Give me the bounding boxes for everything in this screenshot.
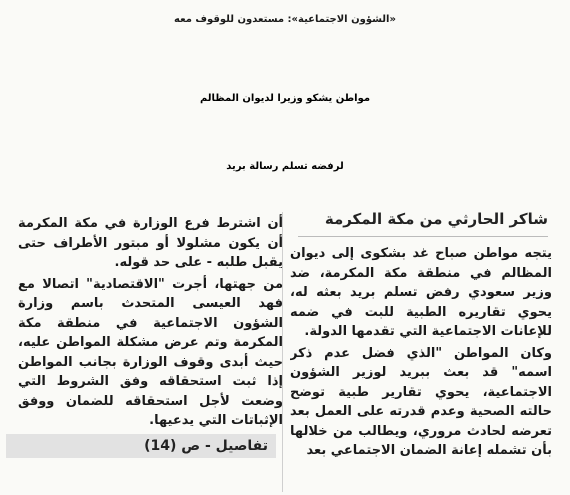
continuation-note: تفاصيل - ص (14) — [6, 434, 276, 458]
article-column-right — [290, 244, 552, 492]
headline-line-2: لرفضه تسلم رسالة بريد — [226, 161, 344, 172]
byline-rule — [298, 236, 548, 237]
paragraph: يتجه مواطن صباح غد بشكوى إلى ديوان المظالم في منطقة مكة المكرمة، ضد وزير سعودي رفض تسلم بريد بعثه له، يحوي تقاريره الطبية للبت في ضمه للإعانات الاجتماعية التي تقدمها الدولة. — [290, 246, 552, 339]
paragraph: أن اشترط فرع الوزارة في مكة المكرمة أن يكون مشلولا أو مبتور الأطراف حتى يقبل طلبه - على حد قوله. — [18, 216, 283, 270]
kicker-subheading: «الشؤون الاجتماعية»: مستعدون للوقوف معه — [174, 14, 396, 25]
article-column-left — [18, 214, 283, 444]
byline: شاكر الحارثي من مكة المكرمة — [324, 210, 548, 228]
headline-line-1: مواطن يشكو وزيرا لديوان المظالم — [199, 93, 371, 104]
paragraph: وكان المواطن "الذي فضل عدم ذكر اسمه" قد بعث ببريد لوزير الشؤون الاجتماعية، يحوي تقارير طبية توضح حالته الصحية وعدم قدرته على العمل بعد تعرضه لحادث مروري، ويطالب من خلالها بأن تشمله إعانة الضمان الاجتماعي بعد — [290, 345, 552, 458]
paragraph: من جهتها، أجرت "الاقتصادية" اتصالا مع فهد العيسى المتحدث باسم وزارة الشؤون الاجتماعية في منطقة مكة المكرمة وتم عرض مشكلة المواطن عليه، حيث أبدى وقوف الوزارة بجانب المواطن إذا ثبت استحقاقه وفق الشروط التي وضعت لأجل استحقاقه للضمان ووفق الإثباتات التي يدعيها. — [18, 276, 283, 428]
